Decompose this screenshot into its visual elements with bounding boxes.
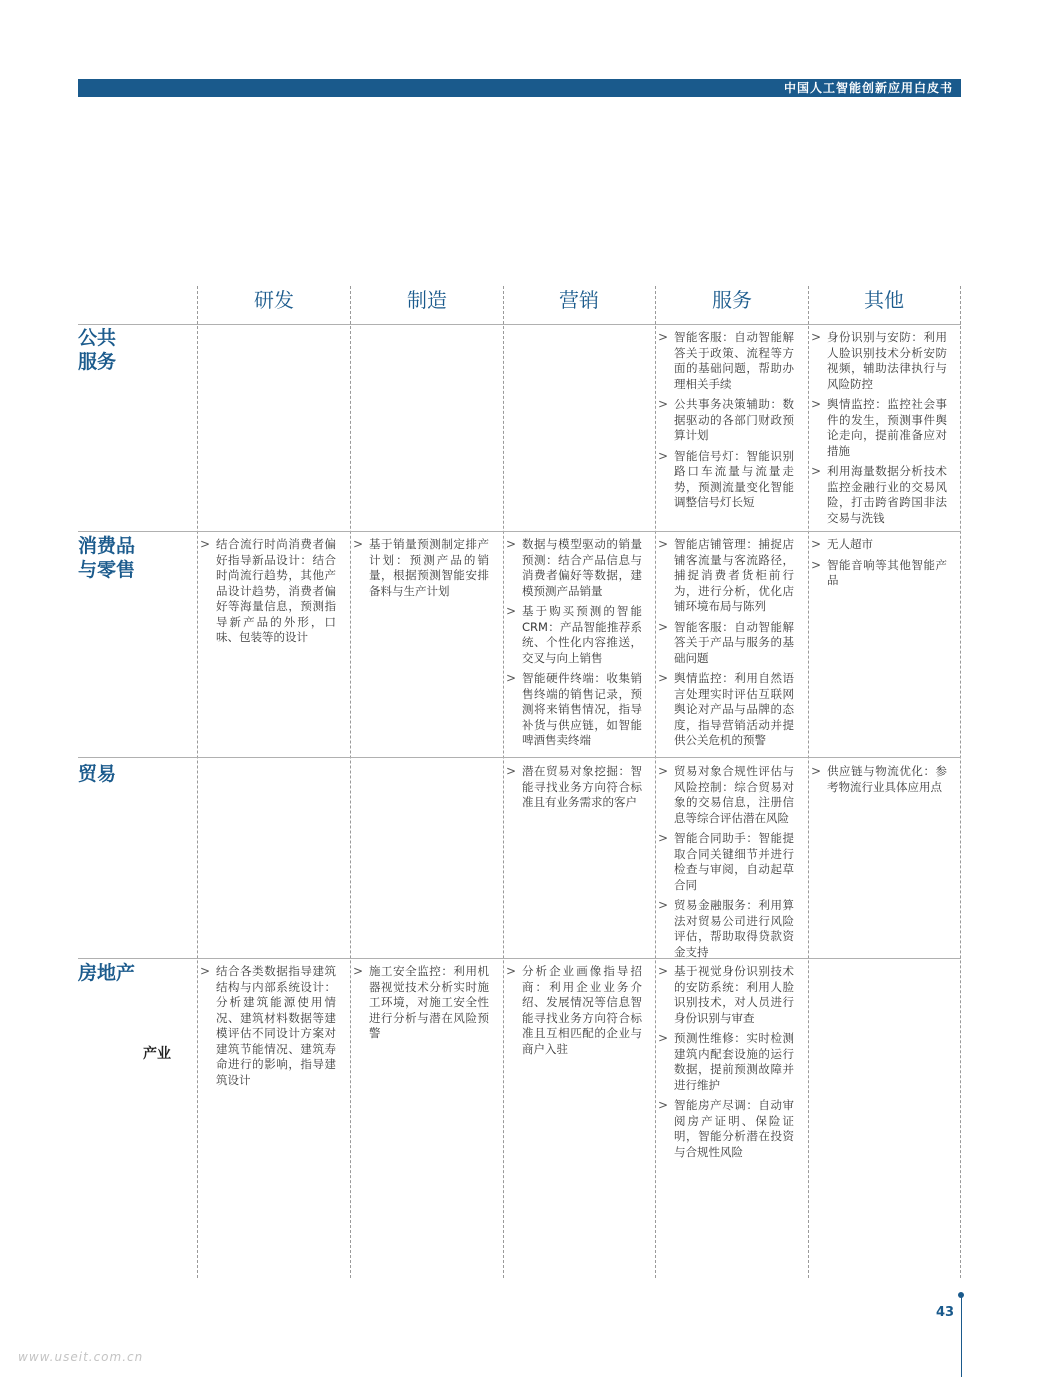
bullet-item [353, 964, 489, 1042]
header-bar [78, 79, 961, 97]
row-label-public-service: 公共 服务 [78, 327, 117, 373]
row-divider [78, 757, 961, 758]
chevron-right-icon: > [658, 898, 669, 912]
matrix-cell [200, 964, 336, 1093]
bullet-item [658, 964, 794, 1026]
chevron-right-icon: > [506, 671, 517, 685]
bullet-text: 舆情监控：监控社会事件的发生，预测事件舆论走向，提前准备应对措施 [827, 397, 947, 458]
grid-divider [197, 286, 198, 1278]
matrix-cell [811, 330, 947, 531]
chevron-right-icon: > [200, 964, 211, 978]
bullet-text: 利用海量数据分析技术监控金融行业的交易风险，打击跨省跨国非法交易与洗钱 [827, 464, 947, 525]
grid-divider [960, 286, 961, 1278]
bullet-text: 智能房产尽调：自动审阅房产证明、保险证明，智能分析潜在投资与合规性风险 [674, 1098, 794, 1159]
bullet-item [658, 764, 794, 826]
chevron-right-icon: > [658, 1098, 669, 1112]
page-marker-rule [961, 1295, 962, 1377]
bullet-item [658, 449, 794, 511]
row-label-real-estate: 房地产 [78, 962, 136, 984]
bullet-item [200, 537, 336, 646]
bullet-text: 贸易对象合规性评估与风险控制：综合贸易对象的交易信息，注册信息等综合评估潜在风险 [674, 764, 794, 825]
bullet-item [353, 537, 489, 599]
bullet-text: 无人超市 [827, 537, 873, 551]
matrix-cell [353, 537, 489, 604]
bullet-text: 智能合同助手：智能提取合同关键细节并进行检查与审阅，自动起草合同 [674, 831, 794, 892]
bullet-text: 分析企业画像指导招商：利用企业业务介绍、发展情况等信息智能寻找业务方向符合标准且互相匹配的企业与商户入驻 [522, 964, 642, 1056]
grid-divider [808, 286, 809, 1278]
chevron-right-icon: > [506, 604, 517, 618]
matrix-cell [200, 537, 336, 651]
chevron-right-icon: > [811, 537, 822, 551]
bullet-item [658, 671, 794, 749]
side-label-industry: 产业 [143, 1046, 171, 1062]
bullet-item [811, 330, 947, 392]
bullet-item [658, 397, 794, 444]
watermark: www.useit.com.cn [18, 1350, 144, 1364]
chevron-right-icon: > [506, 537, 517, 551]
chevron-right-icon: > [658, 671, 669, 685]
chevron-right-icon: > [353, 964, 364, 978]
bullet-text: 智能音响等其他智能产品 [827, 557, 947, 587]
chevron-right-icon: > [658, 397, 669, 411]
chevron-right-icon: > [658, 831, 669, 845]
column-header-service: 服务 [712, 288, 752, 312]
bullet-text: 舆情监控：利用自然语言处理实时评估互联网舆论对产品与品牌的态度，指导营销活动并提供公关危机的预警 [674, 671, 794, 747]
bullet-item [506, 537, 642, 599]
bullet-text: 身份识别与安防：利用人脸识别技术分析安防视频，辅助法律执行与风险防控 [827, 330, 947, 391]
grid-divider [350, 286, 351, 1278]
bullet-text: 贸易金融服务：利用算法对贸易公司进行风险评估，帮助取得贷款资金支持 [674, 898, 794, 959]
row-divider [78, 531, 961, 532]
matrix-cell [658, 964, 794, 1165]
bullet-text: 预测性维修：实时检测建筑内配套设施的运行数据，提前预测故障并进行维护 [674, 1031, 794, 1092]
bullet-item [811, 558, 947, 589]
chevron-right-icon: > [658, 964, 669, 978]
matrix-cell [506, 964, 642, 1062]
matrix-cell [506, 764, 642, 816]
chevron-right-icon: > [811, 330, 822, 344]
bullet-text: 结合流行时尚消费者偏好指导新品设计：结合时尚流行趋势，其他产品设计趋势，消费者偏好等海量信息，预测指导新产品的外形，口味、包装等的设计 [216, 537, 336, 644]
bullet-item [658, 1031, 794, 1093]
page-number: 43 [936, 1305, 955, 1320]
bullet-item [506, 764, 642, 811]
matrix-cell [811, 537, 947, 594]
bullet-item [658, 330, 794, 392]
column-header-rd: 研发 [254, 288, 294, 312]
bullet-text: 基于视觉身份识别技术的安防系统：利用人脸识别技术，对人员进行身份识别与审查 [674, 964, 794, 1025]
chevron-right-icon: > [658, 537, 669, 551]
chevron-right-icon: > [353, 537, 364, 551]
chevron-right-icon: > [200, 537, 211, 551]
matrix-cell [353, 964, 489, 1047]
chevron-right-icon: > [811, 557, 822, 572]
column-header-marketing: 营销 [559, 288, 599, 312]
chevron-right-icon: > [506, 964, 517, 978]
bullet-text: 智能客服：自动智能解答关于产品与服务的基础问题 [674, 619, 794, 665]
bullet-item [200, 964, 336, 1088]
bullet-item [658, 537, 794, 615]
bullet-text: 智能客服：自动智能解答关于政策、流程等方面的基础问题，帮助办理相关手续 [674, 330, 794, 391]
bullet-text: 潜在贸易对象挖掘：智能寻找业务方向符合标准且有业务需求的客户 [522, 764, 642, 809]
row-divider [78, 958, 961, 959]
bullet-item [506, 964, 642, 1057]
bullet-text: 智能信号灯：智能识别路口车流量与流量走势，预测流量变化智能调整信号灯长短 [674, 448, 794, 509]
document-title: 中国人工智能创新应用白皮书 [783, 81, 953, 95]
matrix-cell [506, 537, 642, 754]
bullet-text: 结合各类数据指导建筑结构与内部系统设计：分析建筑能源使用情况、建筑材料数据等建模评估不同设计方案对建筑节能情况、建筑寿命进行的影响，指导建筑设计 [216, 964, 336, 1087]
grid-divider [655, 286, 656, 1278]
bullet-text: 施工安全监控：利用机器视觉技术分析实时施工环境，对施工安全性进行分析与潜在风险预警 [369, 964, 489, 1040]
chevron-right-icon: > [658, 764, 669, 778]
bullet-item [506, 671, 642, 749]
column-header-other: 其他 [864, 288, 904, 312]
bullet-text: 数据与模型驱动的销量预测：结合产品信息与消费者偏好等数据，建模预测产品销量 [522, 537, 642, 598]
row-label-trade: 贸易 [78, 763, 117, 785]
chevron-right-icon: > [506, 764, 517, 778]
row-divider [78, 324, 961, 325]
chevron-right-icon: > [811, 464, 822, 478]
bullet-item [811, 464, 947, 526]
bullet-item [658, 831, 794, 893]
chevron-right-icon: > [811, 764, 822, 778]
matrix-cell [658, 764, 794, 965]
bullet-item [658, 1098, 794, 1160]
bullet-item [658, 620, 794, 667]
chevron-right-icon: > [811, 397, 822, 411]
bullet-item [811, 397, 947, 459]
matrix-cell [658, 330, 794, 516]
matrix-cell [658, 537, 794, 754]
chevron-right-icon: > [658, 619, 669, 634]
matrix-cell [811, 764, 947, 800]
column-header-manufacturing: 制造 [407, 288, 447, 312]
bullet-item [811, 764, 947, 795]
row-label-consumer-retail: 消费品 与零售 [78, 535, 136, 581]
bullet-item [658, 898, 794, 960]
bullet-text: 基于销量预测制定排产计划：预测产品的销量，根据预测智能安排备料与生产计划 [369, 537, 489, 598]
chevron-right-icon: > [658, 330, 669, 344]
bullet-item [811, 537, 947, 553]
bullet-text: 智能店铺管理：捕捉店铺客流量与客流路径，捕捉消费者货柜前行为，进行分析，优化店铺环境布局与陈列 [674, 537, 794, 613]
bullet-text: 基于购买预测的智能CRM：产品智能推荐系统、个性化内容推送，交叉与向上销售 [522, 604, 642, 665]
chevron-right-icon: > [658, 448, 669, 463]
bullet-text: 公共事务决策辅助：数据驱动的各部门财政预算计划 [674, 397, 794, 442]
chevron-right-icon: > [658, 1031, 669, 1045]
bullet-item [506, 604, 642, 666]
bullet-text: 智能硬件终端：收集销售终端的销售记录，预测将来销售情况，指导补货与供应链，如智能啤酒售卖终端 [522, 671, 642, 747]
bullet-text: 供应链与物流优化：参考物流行业具体应用点 [827, 764, 947, 794]
grid-divider [503, 286, 504, 1278]
